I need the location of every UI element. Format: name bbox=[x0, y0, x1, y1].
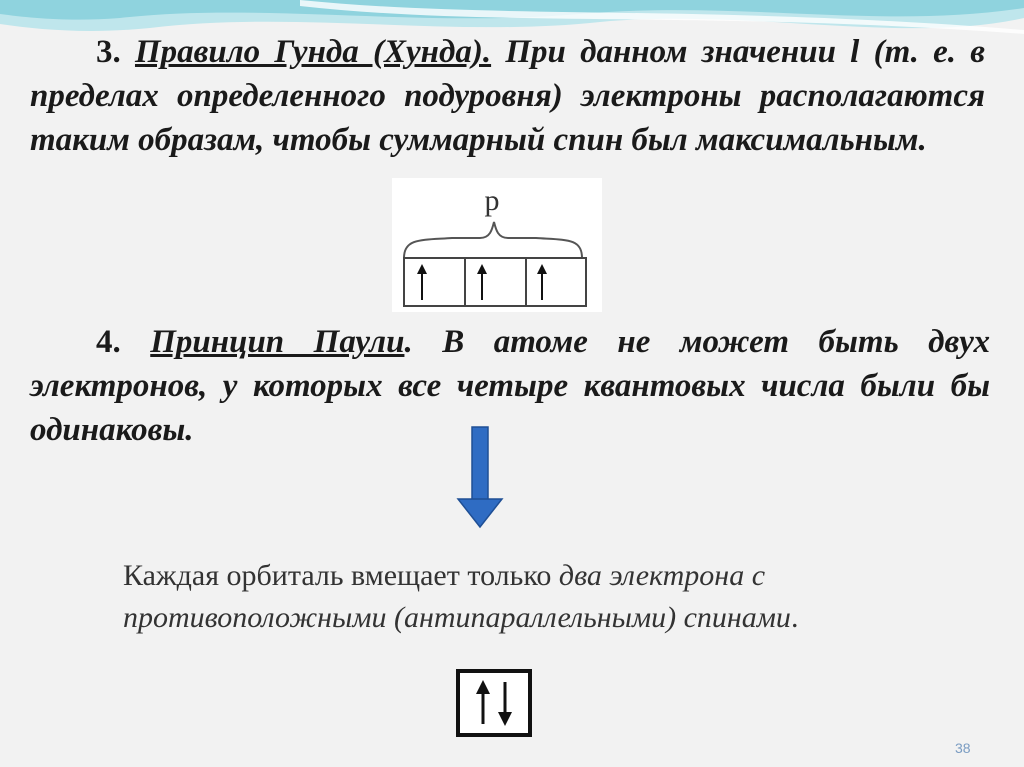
hund-p-orbital-diagram bbox=[392, 178, 602, 312]
pauli-consequence-text bbox=[70, 555, 970, 639]
rule-3-text-before-l: При данном значении bbox=[491, 34, 851, 70]
rule-3-paragraph bbox=[30, 30, 985, 162]
spin-up-arrow-1 bbox=[417, 264, 427, 300]
rule-3-title: Правило Гунда (Хунда). bbox=[134, 34, 492, 70]
quantum-number-l: l bbox=[850, 34, 860, 70]
consequence-plain-text: Каждая орбиталь вмещает только bbox=[123, 559, 559, 592]
orbital-row-frame bbox=[404, 258, 586, 306]
rule-4-number: 4. bbox=[96, 324, 121, 360]
rule-3-text-after-l: (т. е. в пределах определенного подуровня) электроны располагаются таким образам, чтобы суммарный спин был максимальным. bbox=[30, 34, 985, 158]
spin-up-arrow-2 bbox=[477, 264, 487, 300]
rule-4-text: . В атоме не может быть двух электронов, у которых все четыре квантовых числа были бы одинаковы. bbox=[30, 324, 990, 448]
p-orbital-svg bbox=[392, 178, 602, 312]
rule-4-paragraph bbox=[30, 320, 990, 452]
spin-up-arrow-3 bbox=[537, 264, 547, 300]
paired-electrons-orbital-icon bbox=[455, 668, 533, 738]
sublevel-brace bbox=[404, 222, 582, 258]
rule-4-title: Принцип Паули bbox=[150, 324, 405, 360]
page-number: 38 bbox=[955, 740, 971, 756]
consequence-end: . bbox=[790, 601, 799, 634]
consequence-italic-text: два электрона с противоположными (антипараллельными) спинами bbox=[123, 559, 791, 634]
sublevel-label-p: p bbox=[484, 184, 500, 217]
down-arrow-icon bbox=[455, 425, 505, 530]
rule-3-number: 3. bbox=[96, 34, 121, 70]
